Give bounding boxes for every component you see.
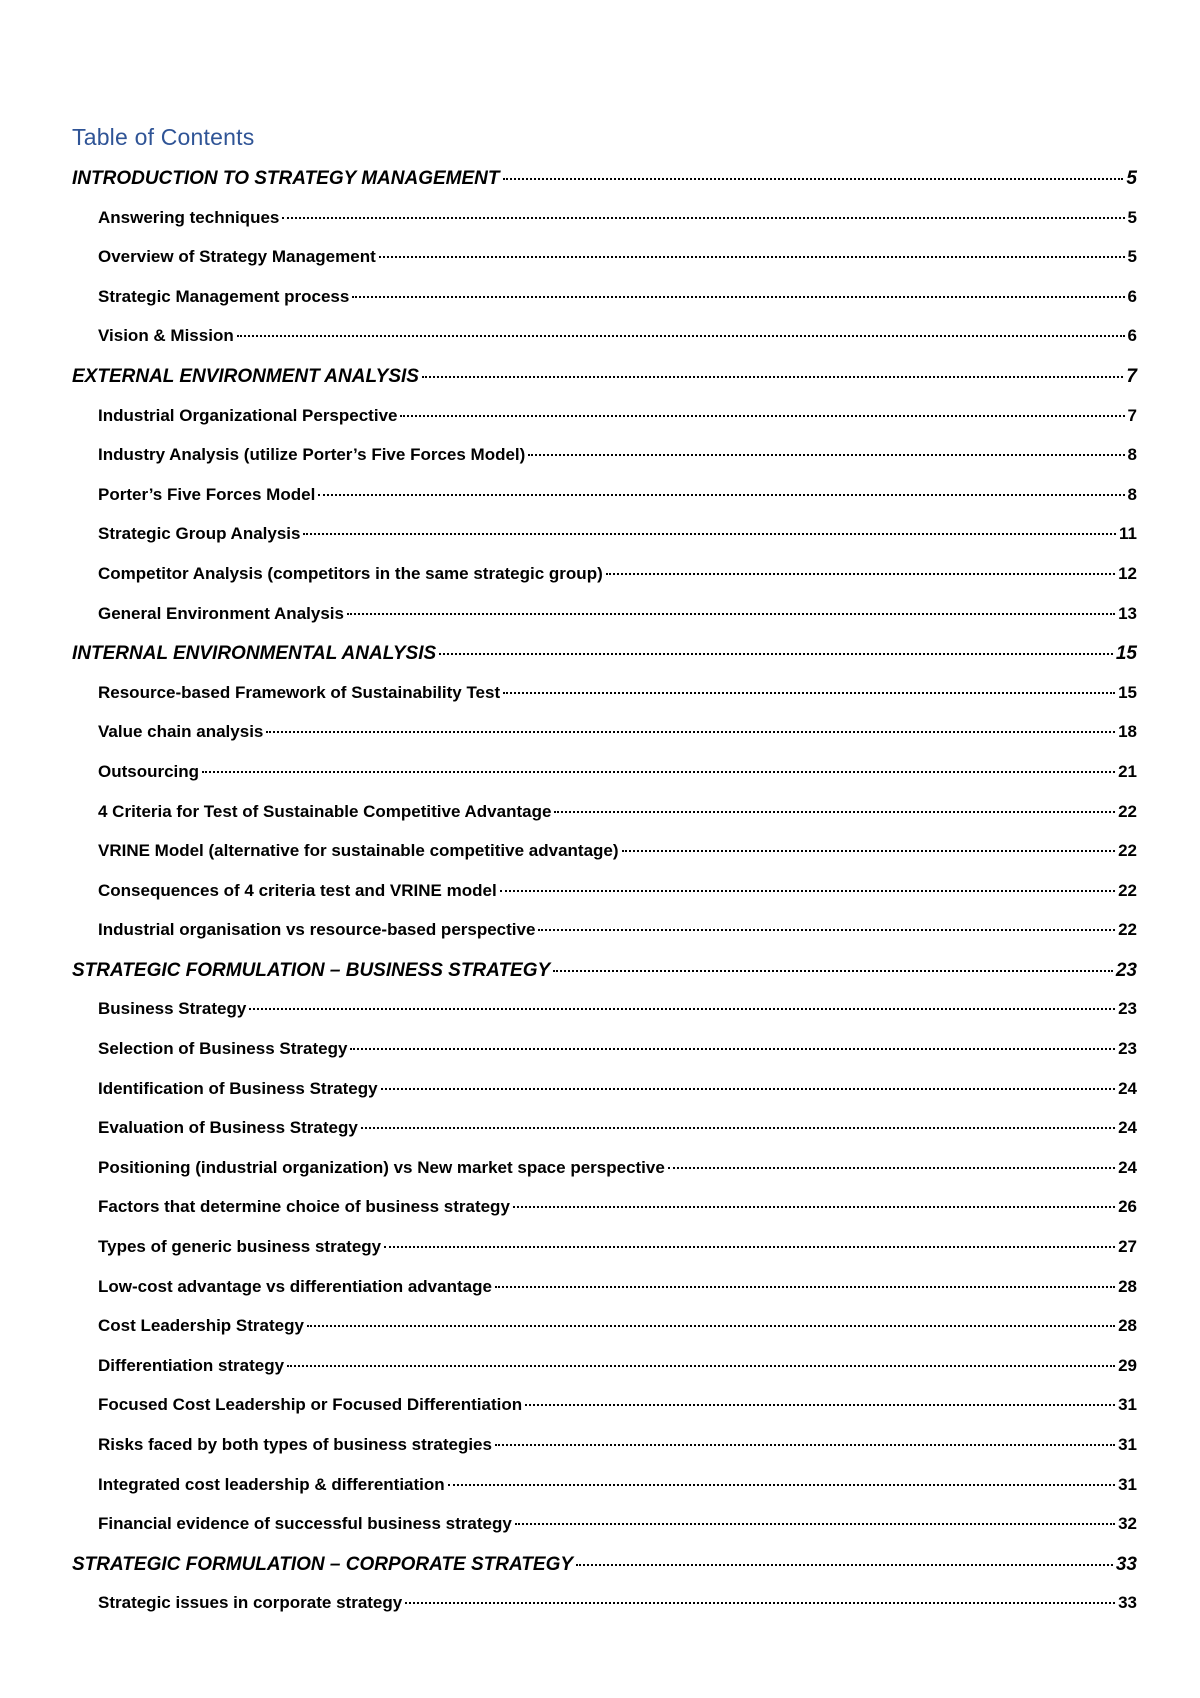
toc-dot-leader bbox=[405, 1602, 1115, 1604]
toc-dot-leader bbox=[303, 533, 1116, 535]
toc-dot-leader bbox=[622, 850, 1116, 852]
toc-entry-title: Industry Analysis (utilize Porter’s Five Forces Model) bbox=[98, 445, 526, 465]
toc-subsection-entry[interactable] bbox=[72, 326, 1137, 366]
toc-entry-title: Selection of Business Strategy bbox=[98, 1039, 348, 1059]
toc-dot-leader bbox=[287, 1365, 1115, 1367]
toc-subsection-entry[interactable] bbox=[72, 406, 1137, 446]
toc-dot-leader bbox=[668, 1167, 1115, 1169]
toc-subsection-entry[interactable] bbox=[72, 287, 1137, 327]
toc-subsection-entry[interactable] bbox=[72, 999, 1137, 1039]
toc-page-number: 18 bbox=[1118, 722, 1137, 742]
toc-entry-title: Vision & Mission bbox=[98, 326, 234, 346]
toc-entry-title: Positioning (industrial organization) vs New market space perspective bbox=[98, 1157, 665, 1177]
toc-subsection-entry[interactable] bbox=[72, 722, 1137, 762]
toc-subsection-entry[interactable] bbox=[72, 762, 1137, 802]
toc-entry-title: Factors that determine choice of business strategy bbox=[98, 1197, 510, 1217]
toc-dot-leader bbox=[513, 1206, 1115, 1208]
toc-entry-title: Strategic issues in corporate strategy bbox=[98, 1593, 403, 1613]
toc-subsection-entry[interactable] bbox=[72, 1197, 1137, 1237]
toc-page-number: 31 bbox=[1118, 1474, 1137, 1494]
toc-page-number: 22 bbox=[1118, 880, 1137, 900]
toc-entry-title: Answering techniques bbox=[98, 207, 280, 227]
toc-subsection-entry[interactable] bbox=[72, 1158, 1137, 1198]
toc-entry-title: Overview of Strategy Management bbox=[98, 247, 376, 267]
toc-entry-title: Strategic Group Analysis bbox=[98, 524, 301, 544]
toc-dot-leader bbox=[379, 256, 1125, 258]
toc-subsection-entry[interactable] bbox=[72, 881, 1137, 921]
toc-dot-leader bbox=[503, 178, 1124, 180]
toc-entry-title: Value chain analysis bbox=[98, 722, 264, 742]
toc-dot-leader bbox=[553, 970, 1113, 972]
toc-page-number: 13 bbox=[1118, 603, 1137, 623]
toc-entry-title: Low-cost advantage vs differentiation advantage bbox=[98, 1276, 492, 1296]
toc-subsection-entry[interactable] bbox=[72, 683, 1137, 723]
toc-dot-leader bbox=[538, 929, 1115, 931]
toc-entry-title: Porter’s Five Forces Model bbox=[98, 484, 316, 504]
toc-page-number: 23 bbox=[1118, 1039, 1137, 1059]
toc-page-number: 5 bbox=[1127, 247, 1137, 267]
toc-dot-leader bbox=[352, 296, 1124, 298]
toc-page-number: 7 bbox=[1126, 365, 1137, 387]
toc-dot-leader bbox=[384, 1246, 1115, 1248]
toc-page-number: 15 bbox=[1118, 682, 1137, 702]
toc-page-number: 26 bbox=[1118, 1197, 1137, 1217]
toc-page-number: 22 bbox=[1118, 841, 1137, 861]
toc-subsection-entry[interactable] bbox=[72, 1039, 1137, 1079]
toc-entry-title: Consequences of 4 criteria test and VRINE model bbox=[98, 880, 497, 900]
toc-subsection-entry[interactable] bbox=[72, 445, 1137, 485]
toc-page-number: 24 bbox=[1118, 1157, 1137, 1177]
toc-entry-title: Risks faced by both types of business strategies bbox=[98, 1435, 492, 1454]
toc-page-number: 15 bbox=[1115, 643, 1137, 665]
toc-page-number: 24 bbox=[1118, 1078, 1137, 1098]
toc-subsection-entry[interactable] bbox=[72, 1316, 1137, 1356]
toc-page-number: 28 bbox=[1118, 1276, 1137, 1296]
toc-subsection-entry[interactable] bbox=[72, 1237, 1137, 1277]
toc-page-number: 23 bbox=[1118, 999, 1137, 1019]
toc-dot-leader bbox=[202, 771, 1115, 773]
toc-entry-title: Integrated cost leadership & differentiation bbox=[98, 1474, 445, 1494]
toc-dot-leader bbox=[347, 613, 1115, 615]
toc-subsection-entry[interactable] bbox=[72, 604, 1137, 644]
toc-dot-leader bbox=[495, 1286, 1115, 1288]
toc-subsection-entry[interactable] bbox=[72, 485, 1137, 525]
toc-page-number: 27 bbox=[1118, 1237, 1137, 1257]
toc-dot-leader bbox=[439, 653, 1113, 655]
toc-entry-title: STRATEGIC FORMULATION – CORPORATE STRATEGY bbox=[72, 1553, 574, 1575]
toc-entry-title: Business Strategy bbox=[98, 999, 247, 1019]
toc-dot-leader bbox=[528, 454, 1124, 456]
toc-subsection-entry[interactable] bbox=[72, 802, 1137, 842]
toc-entry-title: VRINE Model (alternative for sustainable competitive advantage) bbox=[98, 841, 619, 861]
toc-dot-leader bbox=[282, 217, 1124, 219]
toc-subsection-entry[interactable] bbox=[72, 1395, 1137, 1435]
toc-subsection-entry[interactable] bbox=[72, 1356, 1137, 1396]
toc-dot-leader bbox=[307, 1325, 1115, 1327]
toc-section-entry[interactable] bbox=[72, 366, 1137, 406]
toc-dot-leader bbox=[422, 376, 1123, 378]
toc-entry-title: Resource-based Framework of Sustainability Test bbox=[98, 682, 501, 702]
toc-subsection-entry[interactable] bbox=[72, 1514, 1137, 1554]
toc-dot-leader bbox=[606, 573, 1115, 575]
toc-entry-title: INTERNAL ENVIRONMENTAL ANALYSIS bbox=[72, 643, 437, 665]
toc-section-entry[interactable] bbox=[72, 960, 1137, 1000]
toc-page-number: 5 bbox=[1127, 207, 1137, 227]
toc-page-number: 11 bbox=[1119, 524, 1137, 544]
toc-section-entry[interactable] bbox=[72, 1554, 1137, 1594]
toc-entry-title: Identification of Business Strategy bbox=[98, 1078, 378, 1098]
toc-entry-title: Types of generic business strategy bbox=[98, 1237, 382, 1257]
toc-entry-title: Strategic Management process bbox=[98, 286, 350, 306]
toc-page-number: 29 bbox=[1118, 1355, 1137, 1375]
toc-dot-leader bbox=[495, 1444, 1115, 1446]
toc-subsection-entry[interactable] bbox=[72, 1118, 1137, 1158]
toc-dot-leader bbox=[448, 1484, 1115, 1486]
toc-page-number: 6 bbox=[1127, 286, 1137, 306]
toc-page-number: 7 bbox=[1127, 405, 1137, 425]
toc-page-number: 22 bbox=[1118, 801, 1137, 821]
toc-dot-leader bbox=[503, 692, 1115, 694]
toc-page-number: 24 bbox=[1118, 1118, 1137, 1138]
toc-section-entry[interactable] bbox=[72, 168, 1137, 208]
toc-page-number: 5 bbox=[1126, 168, 1137, 189]
toc-page-number: 33 bbox=[1115, 1553, 1137, 1575]
toc-section-entry[interactable] bbox=[72, 643, 1137, 683]
toc-title: Table of Contents bbox=[72, 124, 255, 150]
toc-page-number: 32 bbox=[1118, 1514, 1137, 1534]
toc-page-number: 12 bbox=[1118, 563, 1137, 583]
toc-dot-leader bbox=[525, 1404, 1115, 1406]
toc-subsection-entry[interactable] bbox=[72, 524, 1137, 564]
toc-dot-leader bbox=[515, 1523, 1115, 1525]
toc-dot-leader bbox=[249, 1008, 1115, 1010]
toc-entry-title: General Environment Analysis bbox=[98, 603, 344, 623]
toc-entry-title: EXTERNAL ENVIRONMENT ANALYSIS bbox=[72, 365, 419, 387]
toc-entry-title: 4 Criteria for Test of Sustainable Competitive Advantage bbox=[98, 801, 552, 821]
toc-dot-leader bbox=[237, 335, 1125, 337]
toc-dot-leader bbox=[554, 811, 1115, 813]
toc-entry-title: Focused Cost Leadership or Focused Differentiation bbox=[98, 1395, 523, 1415]
toc-subsection-entry[interactable] bbox=[72, 1475, 1137, 1515]
toc-entry-title: Cost Leadership Strategy bbox=[98, 1316, 304, 1336]
toc-entry-title: Industrial organisation vs resource-based perspective bbox=[98, 920, 536, 940]
toc-subsection-entry[interactable] bbox=[72, 208, 1137, 248]
toc-subsection-entry[interactable] bbox=[72, 564, 1137, 604]
toc-subsection-entry[interactable] bbox=[72, 1277, 1137, 1317]
toc-entry-title: STRATEGIC FORMULATION – BUSINESS STRATEGY bbox=[72, 959, 551, 981]
toc-entry-title: Outsourcing bbox=[98, 761, 200, 781]
toc-subsection-entry[interactable] bbox=[72, 1593, 1137, 1633]
toc-entry-title: Differentiation strategy bbox=[98, 1355, 285, 1375]
toc-page-number: 6 bbox=[1127, 326, 1137, 346]
toc-dot-leader bbox=[266, 731, 1115, 733]
toc-entry-title: Competitor Analysis (competitors in the same strategic group) bbox=[98, 563, 603, 583]
toc-page-number: 22 bbox=[1118, 920, 1137, 940]
toc-dot-leader bbox=[400, 415, 1124, 417]
toc-entry-title: Industrial Organizational Perspective bbox=[98, 405, 398, 425]
toc-subsection-entry[interactable] bbox=[72, 841, 1137, 881]
toc-subsection-entry[interactable] bbox=[72, 920, 1137, 960]
toc-entry-title: INTRODUCTION TO STRATEGY MANAGEMENT bbox=[72, 168, 500, 189]
toc-dot-leader bbox=[361, 1127, 1115, 1129]
toc-subsection-entry[interactable] bbox=[72, 1435, 1137, 1475]
toc-list bbox=[72, 168, 1137, 1633]
toc-page-number: 8 bbox=[1127, 445, 1137, 465]
toc-page-number: 28 bbox=[1118, 1316, 1137, 1336]
toc-dot-leader bbox=[576, 1564, 1113, 1566]
toc-page-number: 31 bbox=[1118, 1395, 1137, 1415]
toc-dot-leader bbox=[318, 494, 1124, 496]
toc-dot-leader bbox=[381, 1088, 1115, 1090]
toc-entry-title: Financial evidence of successful business strategy bbox=[98, 1514, 512, 1534]
toc-entry-title: Evaluation of Business Strategy bbox=[98, 1118, 358, 1138]
toc-page-number: 21 bbox=[1118, 761, 1137, 781]
toc-dot-leader bbox=[350, 1048, 1115, 1050]
toc-page-number: 23 bbox=[1115, 959, 1137, 981]
toc-page-number: 8 bbox=[1127, 484, 1137, 504]
toc-subsection-entry[interactable] bbox=[72, 247, 1137, 287]
toc-subsection-entry[interactable] bbox=[72, 1079, 1137, 1119]
toc-dot-leader bbox=[500, 890, 1115, 892]
toc-page-number: 31 bbox=[1118, 1435, 1137, 1454]
toc-page-number: 33 bbox=[1118, 1593, 1137, 1613]
